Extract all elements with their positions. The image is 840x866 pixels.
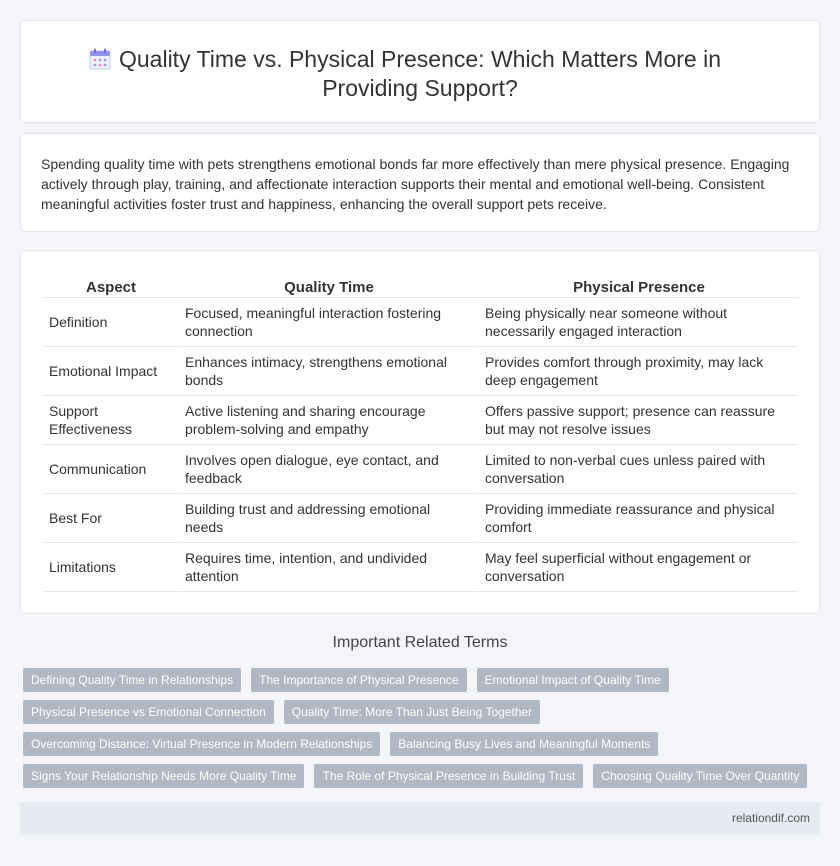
intro-paragraph: Spending quality time with pets strengthens emotional bonds far more effectively than mere physical presence. Engaging actively through play, training, and affectionate interaction supports their mental and emotional well-being. Consistent meaningful activities foster trust and happiness, enhancing the overall support pets receive. bbox=[41, 156, 790, 212]
table-cell: Being physically near someone without necessarily engaged interaction bbox=[479, 298, 799, 347]
table-cell: Limited to non-verbal cues unless paired with conversation bbox=[479, 445, 799, 494]
table-row bbox=[43, 396, 799, 445]
table-cell: Offers passive support; presence can reassure but may not resolve issues bbox=[479, 396, 799, 445]
table-cell: Building trust and addressing emotional needs bbox=[179, 494, 479, 543]
comparison-card bbox=[20, 250, 820, 614]
related-term-tag[interactable]: Overcoming Distance: Virtual Presence in Modern Relationships bbox=[23, 732, 380, 756]
header-physical-presence: Physical Presence bbox=[479, 273, 799, 298]
related-terms-list bbox=[20, 664, 820, 792]
table-cell: Providing immediate reassurance and physical comfort bbox=[479, 494, 799, 543]
tag-row bbox=[20, 664, 820, 696]
table-cell: Focused, meaningful interaction fostering connection bbox=[179, 298, 479, 347]
table-cell: Provides comfort through proximity, may lack deep engagement bbox=[479, 347, 799, 396]
title-card bbox=[20, 20, 820, 123]
table-cell: Requires time, intention, and undivided attention bbox=[179, 543, 479, 592]
table-cell: Communication bbox=[43, 445, 179, 494]
table-row bbox=[43, 445, 799, 494]
header-quality-time: Quality Time bbox=[179, 273, 479, 298]
related-term-tag[interactable]: Balancing Busy Lives and Meaningful Moments bbox=[390, 732, 658, 756]
related-term-tag[interactable]: Choosing Quality Time Over Quantity bbox=[593, 764, 807, 788]
related-term-tag[interactable]: Physical Presence vs Emotional Connection bbox=[23, 700, 274, 724]
table-cell: Active listening and sharing encourage problem-solving and empathy bbox=[179, 396, 479, 445]
table-cell: Limitations bbox=[43, 543, 179, 592]
tag-row bbox=[20, 728, 820, 760]
related-terms-heading: Important Related Terms bbox=[332, 634, 508, 651]
intro-card bbox=[20, 133, 820, 232]
table-cell: Involves open dialogue, eye contact, and feedback bbox=[179, 445, 479, 494]
table-row bbox=[43, 543, 799, 592]
table-cell: Definition bbox=[43, 298, 179, 347]
related-term-tag[interactable]: Signs Your Relationship Needs More Quality Time bbox=[23, 764, 304, 788]
header-aspect: Aspect bbox=[43, 273, 179, 298]
related-term-tag[interactable]: Emotional Impact of Quality Time bbox=[477, 668, 669, 692]
table-row bbox=[43, 494, 799, 543]
page-title: Quality Time vs. Physical Presence: Which Matters More in Providing Support? bbox=[118, 46, 722, 101]
related-term-tag[interactable]: Quality Time: More Than Just Being Together bbox=[284, 700, 540, 724]
table-cell: Support Effectiveness bbox=[43, 396, 179, 445]
related-term-tag[interactable]: The Role of Physical Presence in Building Trust bbox=[314, 764, 583, 788]
table-cell: May feel superficial without engagement or conversation bbox=[479, 543, 799, 592]
comparison-table bbox=[43, 273, 799, 592]
footer-site-link[interactable]: relationdif.com bbox=[731, 811, 810, 825]
table-header-row bbox=[43, 273, 799, 298]
tag-row bbox=[20, 696, 820, 728]
related-term-tag[interactable]: Defining Quality Time in Relationships bbox=[23, 668, 241, 692]
table-row bbox=[43, 347, 799, 396]
related-term-tag[interactable]: The Importance of Physical Presence bbox=[251, 668, 466, 692]
table-cell: Best For bbox=[43, 494, 179, 543]
table-row bbox=[43, 298, 799, 347]
footer bbox=[20, 802, 820, 835]
tag-row bbox=[20, 760, 820, 792]
table-cell: Enhances intimacy, strengthens emotional bonds bbox=[179, 347, 479, 396]
table-cell: Emotional Impact bbox=[43, 347, 179, 396]
